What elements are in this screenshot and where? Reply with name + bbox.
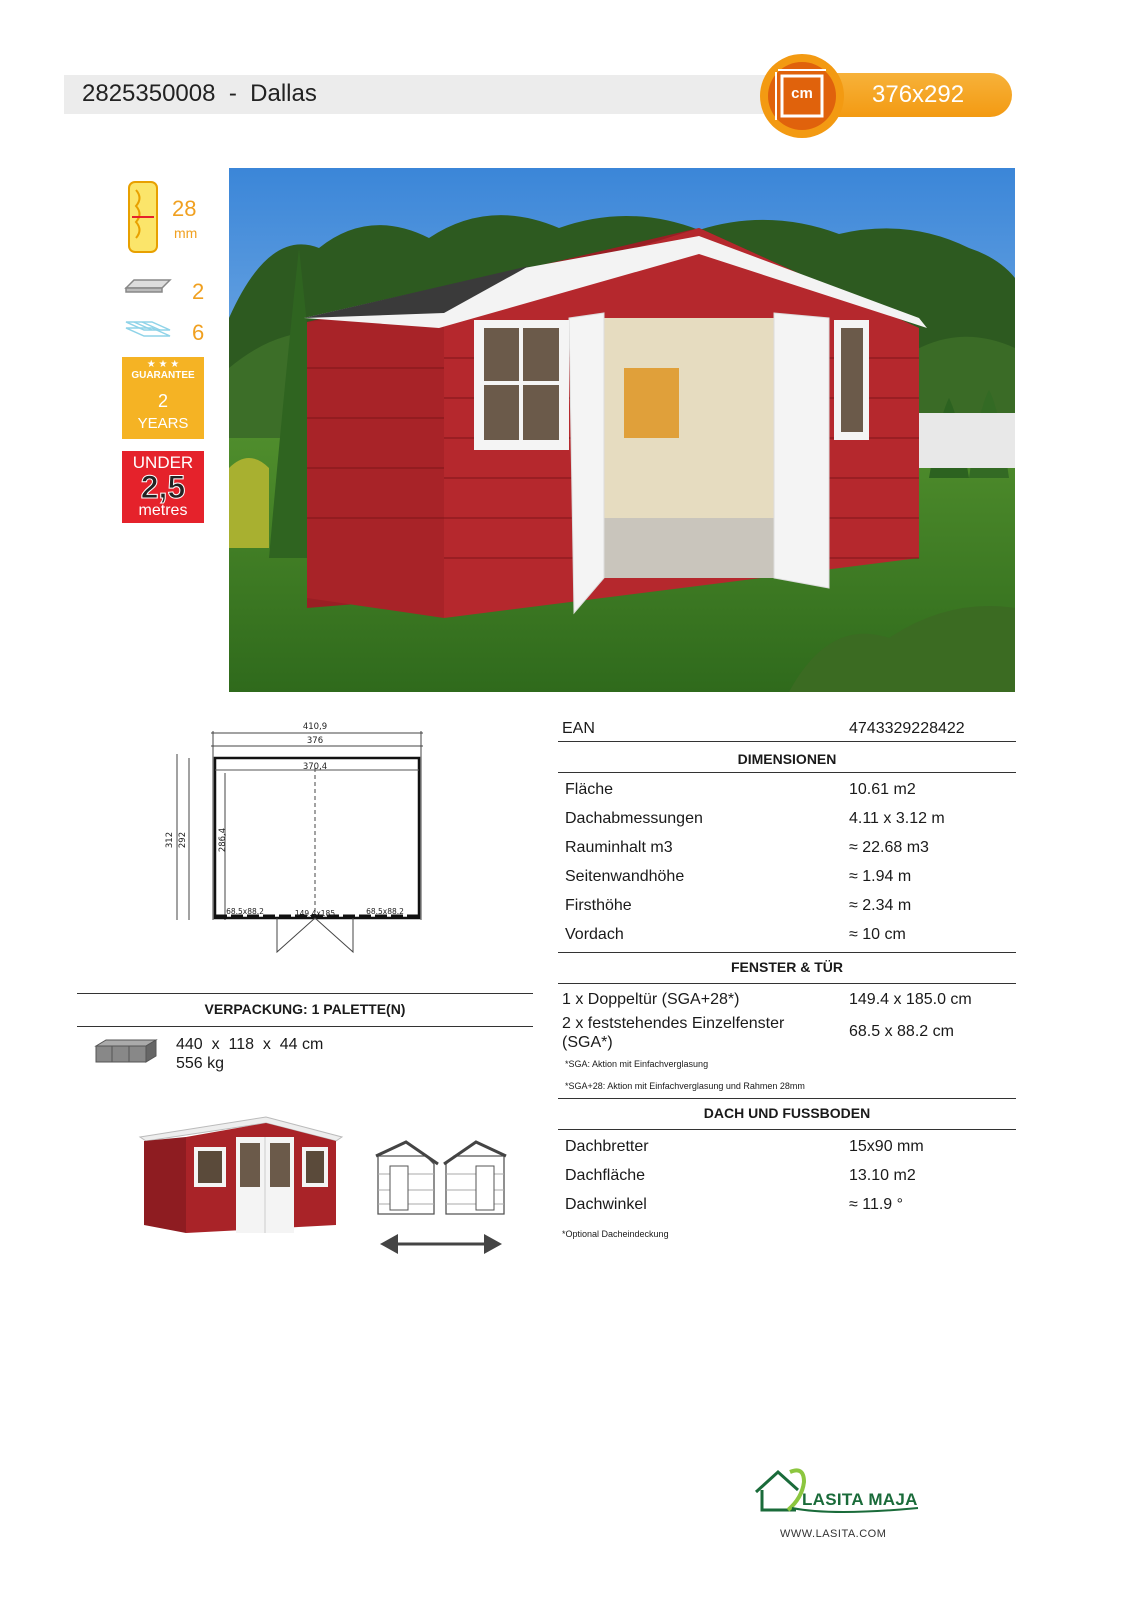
ean-value: 4743329228422 [849, 720, 965, 737]
dimensions-rule-top [558, 741, 1016, 742]
packaging-weight: 556 kg [176, 1055, 225, 1072]
plan-label-inner-depth: 286,4 [218, 827, 228, 853]
shed-illustration [136, 1107, 342, 1237]
windows-rule-top [558, 952, 1016, 953]
logo-url[interactable]: WWW.LASITA.COM [780, 1528, 887, 1540]
height-badge-unit: metres [138, 502, 188, 519]
plan-label-window-right: 68.5x88.2 [366, 907, 404, 916]
roof-note: *Optional Dacheindeckung [562, 1229, 669, 1239]
plan-label-outer-width: 410,9 [302, 722, 328, 732]
spec-value-roof-angle: ≈ 11.9 ° [849, 1196, 904, 1213]
pallet-icon [92, 1036, 160, 1066]
plan-label-window-left: 68.5x88.2 [226, 907, 264, 916]
height-badge-label: UNDER [132, 453, 194, 472]
spec-value-roof-dimensions: 4.11 x 3.12 m [849, 810, 945, 827]
note-sga28: *SGA+28: Aktion mit Einfachverglasung und Rahmen 28mm [565, 1081, 805, 1091]
logo-name: LASITA MAJA [802, 1490, 918, 1509]
floor-plan [165, 722, 447, 976]
size-value: 376x292 [872, 81, 965, 108]
guarantee-unit: YEARS [137, 415, 189, 432]
spec-label-roof-area: Dachfläche [565, 1167, 646, 1184]
plan-label-inner-width: 370,4 [302, 762, 328, 772]
mirror-layout-icon [376, 1134, 506, 1262]
plan-label-width: 376 [306, 736, 324, 746]
spec-label-roof-dimensions: Dachabmessungen [565, 810, 703, 827]
packaging-rule-bottom [77, 1026, 533, 1027]
packaging-title: VERPACKUNG: 1 PALETTE(N) [204, 1001, 406, 1017]
packaging-rule-top [77, 993, 533, 994]
spec-value-canopy: ≈ 10 cm [849, 926, 906, 943]
spec-label-volume: Rauminhalt m3 [565, 839, 673, 856]
spec-value-area: 10.61 m2 [849, 781, 916, 798]
dimensions-title: DIMENSIONEN [737, 751, 837, 767]
windows-icon [122, 316, 174, 342]
window-label-line2: (SGA*) [562, 1034, 613, 1051]
ean-label: EAN [562, 720, 595, 737]
spec-value-ridge-height: ≈ 2.34 m [849, 897, 912, 914]
windows-title: FENSTER & TÜR [731, 959, 843, 975]
roof-title: DACH UND FUSSBODEN [703, 1105, 871, 1121]
packaging-dimensions: 440 x 118 x 44 cm [176, 1036, 324, 1053]
wall-thickness-icon [126, 180, 160, 254]
door-value: 149.4 x 185.0 cm [849, 991, 972, 1008]
spec-value-roof-boards: 15x90 mm [849, 1138, 924, 1155]
spec-label-area: Fläche [565, 781, 614, 798]
note-sga: *SGA: Aktion mit Einfachverglasung [565, 1059, 709, 1069]
spec-value-roof-area: 13.10 m2 [849, 1167, 916, 1184]
door-label: 1 x Doppeltür (SGA+28*) [562, 991, 740, 1008]
guarantee-stars-icon: ★ ★ ★ [146, 359, 180, 370]
spec-value-side-wall-height: ≈ 1.94 m [849, 868, 912, 885]
height-badge-value: 2,5 [140, 469, 186, 505]
plan-label-depth: 292 [178, 831, 188, 849]
roof-rule-bottom [558, 1129, 1016, 1130]
spec-value-volume: ≈ 22.68 m3 [849, 839, 929, 856]
spec-label-roof-boards: Dachbretter [565, 1138, 649, 1155]
spec-label-roof-angle: Dachwinkel [565, 1196, 647, 1213]
window-value: 68.5 x 88.2 cm [849, 1023, 954, 1040]
plan-label-door: 149.4x185 [294, 909, 336, 918]
spec-label-canopy: Vordach [565, 926, 624, 943]
guarantee-label: GUARANTEE [131, 370, 195, 381]
spec-label-side-wall-height: Seitenwandhöhe [565, 868, 685, 885]
wall-thickness-unit: mm [174, 225, 198, 241]
windows-count: 6 [192, 320, 205, 345]
roof-rule-top [558, 1098, 1016, 1099]
boards-count: 2 [192, 279, 205, 304]
measure-badge-unit: cm [791, 85, 813, 102]
window-label-line1: 2 x feststehendes Einzelfenster [562, 1015, 785, 1032]
floorboards-icon [124, 276, 172, 294]
spec-label-ridge-height: Firsthöhe [565, 897, 632, 914]
product-title: 2825350008 - Dallas [82, 80, 317, 107]
dimensions-rule-bottom [558, 772, 1016, 773]
plan-label-outer-depth: 312 [165, 831, 175, 849]
product-photo [229, 168, 1015, 692]
wall-thickness-value: 28 [172, 196, 197, 221]
windows-rule-bottom [558, 983, 1016, 984]
guarantee-years: 2 [157, 391, 168, 411]
